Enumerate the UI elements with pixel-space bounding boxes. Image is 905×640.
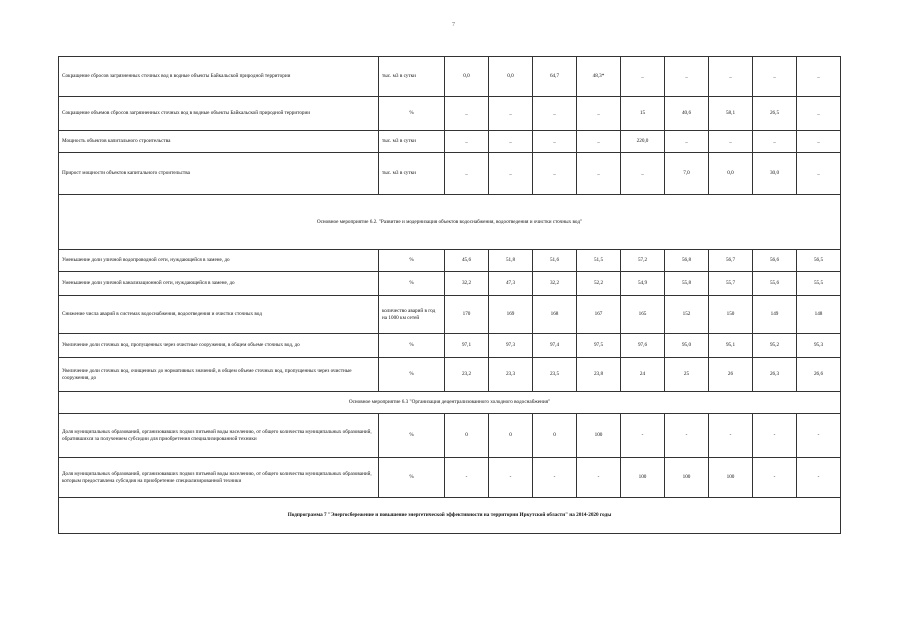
value-cell: 100: [709, 458, 753, 498]
value-cell: 165: [621, 296, 665, 334]
table-row: [59, 153, 841, 195]
value-cell: -: [797, 414, 841, 458]
value-cell: 51,6: [533, 250, 577, 272]
section-title: Основное мероприятие 6.3 "Организация децентрализованного холодного водоснабжения": [59, 392, 841, 414]
value-cell: 23,8: [577, 358, 621, 392]
value-cell: _: [445, 131, 489, 153]
value-cell: 0,0: [489, 57, 533, 97]
value-cell: 7,0: [665, 153, 709, 195]
value-cell: 55,8: [665, 272, 709, 296]
table-row: [59, 131, 841, 153]
value-cell: _: [797, 153, 841, 195]
section-row: [59, 392, 841, 414]
table-row: [59, 57, 841, 97]
table-row: [59, 334, 841, 358]
value-cell: 55,5: [797, 272, 841, 296]
value-cell: 167: [577, 296, 621, 334]
value-cell: 25: [665, 358, 709, 392]
value-cell: 95,0: [665, 334, 709, 358]
table-body: [59, 57, 841, 534]
value-cell: _: [621, 153, 665, 195]
value-cell: 100: [577, 414, 621, 458]
value-cell: 152: [665, 296, 709, 334]
value-cell: 45,6: [445, 250, 489, 272]
indicator-name: Прирост мощности объектов капитального строительства: [59, 153, 379, 195]
table-row: [59, 414, 841, 458]
value-cell: 0,0: [709, 153, 753, 195]
value-cell: -: [577, 458, 621, 498]
value-cell: 0,0: [445, 57, 489, 97]
value-cell: 26,6: [797, 358, 841, 392]
unit-cell: тыс. м3 в сутки: [379, 57, 445, 97]
value-cell: 51,8: [489, 250, 533, 272]
unit-cell: %: [379, 334, 445, 358]
value-cell: 26,3: [753, 358, 797, 392]
value-cell: _: [489, 131, 533, 153]
value-cell: 170: [445, 296, 489, 334]
value-cell: 32,2: [445, 272, 489, 296]
value-cell: 26,5: [753, 97, 797, 131]
value-cell: _: [709, 57, 753, 97]
value-cell: 149: [753, 296, 797, 334]
value-cell: _: [577, 97, 621, 131]
value-cell: _: [797, 97, 841, 131]
indicator-name: Уменьшение доли уличной канализационной сети, нуждающейся в замене, до: [59, 272, 379, 296]
value-cell: _: [533, 131, 577, 153]
value-cell: -: [445, 458, 489, 498]
value-cell: _: [665, 131, 709, 153]
value-cell: -: [621, 414, 665, 458]
indicator-name: Доля муниципальных образований, организовавших подвоз питьевой воды населению, от общего количества муниципальных образований, обратившихся за получением субсидии для приобретения специализированной техники: [59, 414, 379, 458]
unit-cell: количество аварий в год на 1000 км сетей: [379, 296, 445, 334]
value-cell: 23,3: [489, 358, 533, 392]
value-cell: 150: [709, 296, 753, 334]
unit-cell: %: [379, 250, 445, 272]
value-cell: 55,6: [753, 272, 797, 296]
value-cell: 58,1: [709, 97, 753, 131]
unit-cell: %: [379, 272, 445, 296]
value-cell: -: [489, 458, 533, 498]
value-cell: 56,5: [797, 250, 841, 272]
value-cell: -: [709, 414, 753, 458]
value-cell: 148: [797, 296, 841, 334]
value-cell: -: [665, 414, 709, 458]
table-row: [59, 296, 841, 334]
indicator-name: Сокращение объемов сбросов загрязненных сточных вод в водные объекты Байкальской природной территории: [59, 97, 379, 131]
value-cell: _: [753, 131, 797, 153]
value-cell: _: [753, 57, 797, 97]
value-cell: -: [797, 458, 841, 498]
value-cell: 47,3: [489, 272, 533, 296]
section-row: [59, 195, 841, 250]
value-cell: 23,5: [533, 358, 577, 392]
table-row: [59, 458, 841, 498]
value-cell: _: [665, 57, 709, 97]
section-title: Основное мероприятие 6.2. "Развитие и модернизация объектов водоснабжения, водоотведения и очистки сточных вод": [59, 195, 841, 250]
value-cell: 32,2: [533, 272, 577, 296]
value-cell: 56,7: [709, 250, 753, 272]
table-row: [59, 358, 841, 392]
value-cell: 97,5: [577, 334, 621, 358]
value-cell: 52,2: [577, 272, 621, 296]
value-cell: 97,3: [489, 334, 533, 358]
value-cell: 97,4: [533, 334, 577, 358]
value-cell: 30,0: [753, 153, 797, 195]
value-cell: _: [489, 97, 533, 131]
value-cell: 54,9: [621, 272, 665, 296]
indicator-name: Снижение числа аварий в системах водоснабжения, водоотведения и очистки сточных вод: [59, 296, 379, 334]
table-row: [59, 272, 841, 296]
value-cell: 0: [533, 414, 577, 458]
value-cell: -: [753, 414, 797, 458]
page-number: 7: [452, 22, 455, 28]
value-cell: _: [445, 153, 489, 195]
value-cell: _: [577, 153, 621, 195]
value-cell: -: [533, 458, 577, 498]
value-cell: 57,2: [621, 250, 665, 272]
value-cell: _: [533, 153, 577, 195]
indicator-name: Мощность объектов капитального строительства: [59, 131, 379, 153]
value-cell: 26: [709, 358, 753, 392]
value-cell: 95,3: [797, 334, 841, 358]
indicator-name: Увеличение доли сточных вод, пропущенных через очистные сооружения, в общем объеме сточных вод, до: [59, 334, 379, 358]
value-cell: _: [797, 57, 841, 97]
unit-cell: %: [379, 458, 445, 498]
value-cell: _: [621, 57, 665, 97]
value-cell: _: [797, 131, 841, 153]
value-cell: 97,1: [445, 334, 489, 358]
indicator-name: Доля муниципальных образований, организовавших подвоз питьевой воды населению, от общего количества муниципальных образований, которым предоставлена субсидия на приобретение специализированной техники: [59, 458, 379, 498]
value-cell: _: [445, 97, 489, 131]
table-row: [59, 97, 841, 131]
unit-cell: %: [379, 97, 445, 131]
value-cell: 55,7: [709, 272, 753, 296]
value-cell: 64,7: [533, 57, 577, 97]
value-cell: 56,6: [753, 250, 797, 272]
unit-cell: %: [379, 414, 445, 458]
value-cell: 56,8: [665, 250, 709, 272]
value-cell: 95,1: [709, 334, 753, 358]
value-cell: _: [709, 131, 753, 153]
value-cell: _: [489, 153, 533, 195]
table-row: [59, 250, 841, 272]
unit-cell: %: [379, 358, 445, 392]
value-cell: 23,2: [445, 358, 489, 392]
unit-cell: тыс. м3 в сутки: [379, 153, 445, 195]
value-cell: 220,0: [621, 131, 665, 153]
indicator-name: Сокращение сбросов загрязненных сточных вод в водные объекты Байкальской природной территории: [59, 57, 379, 97]
value-cell: 168: [533, 296, 577, 334]
value-cell: -: [753, 458, 797, 498]
indicator-name: Увеличение доли сточных вод, очищенных до нормативных значений, в общем объеме сточных вод, пропущенных через очистные сооружения, до: [59, 358, 379, 392]
value-cell: _: [577, 131, 621, 153]
value-cell: 24: [621, 358, 665, 392]
value-cell: _: [533, 97, 577, 131]
section-row: [59, 498, 841, 534]
value-cell: 48,3*: [577, 57, 621, 97]
value-cell: 15: [621, 97, 665, 131]
value-cell: 0: [489, 414, 533, 458]
value-cell: 51,5: [577, 250, 621, 272]
value-cell: 97,6: [621, 334, 665, 358]
section-title: Подпрограмма 7 "Энергосбережение и повышение энергетической эффективности на территории Иркутской области" на 2014-2020 годы: [59, 498, 841, 534]
value-cell: 0: [445, 414, 489, 458]
value-cell: 95,2: [753, 334, 797, 358]
value-cell: 169: [489, 296, 533, 334]
indicator-name: Уменьшение доли уличной водопроводной сети, нуждающейся в замене, до: [59, 250, 379, 272]
value-cell: 40,6: [665, 97, 709, 131]
unit-cell: тыс. м3 в сутки: [379, 131, 445, 153]
indicators-table: [58, 56, 841, 534]
value-cell: 100: [665, 458, 709, 498]
value-cell: 100: [621, 458, 665, 498]
